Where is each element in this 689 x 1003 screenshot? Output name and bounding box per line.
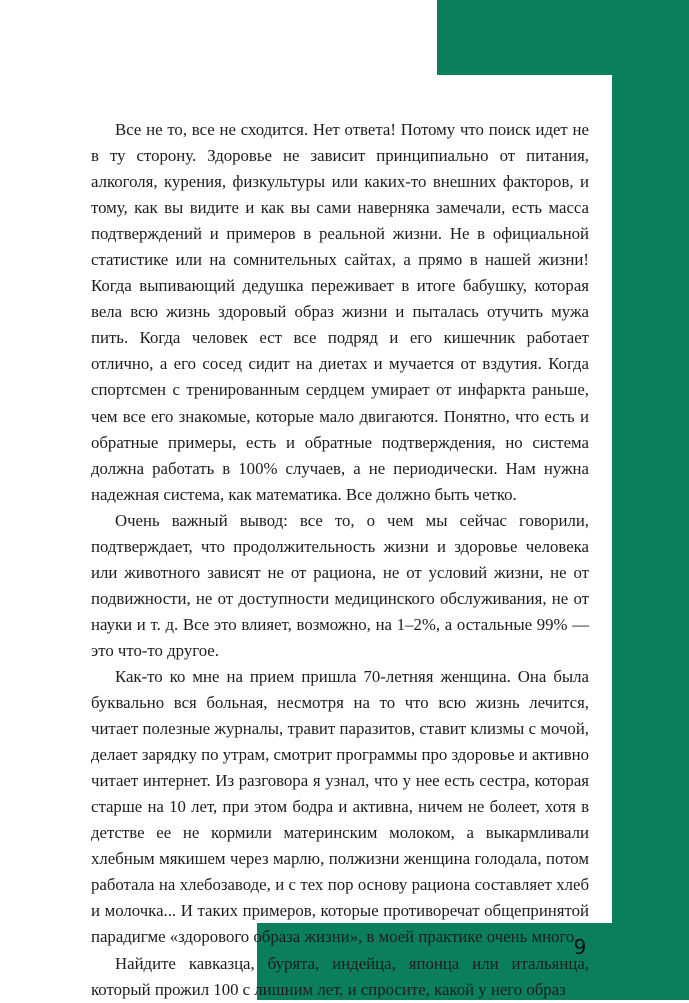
page-number: 9 [573,935,587,959]
decorative-band-top [437,0,689,75]
paragraph: Очень важный вывод: все то, о чем мы сейчас говорили, подтверждает, что продолжительность жизни и здоровье человека или животного зависят не от рациона, не от условий жизни, не от подвижности, не от доступности медицинского обслуживания, не от науки и т. д. Все это влияет, возможно, на 1–2%, а остальные 99% — это что-то другое. [91,510,589,660]
decorative-band-right [612,75,689,1000]
paragraph: Как-то ко мне на прием пришла 70-летняя женщина. Она была буквально вся больная, несмотря на то что всю жизнь лечится, читает полезные журналы, травит паразитов, ставит клизмы с мочой, делает зарядку по утрам, смотрит программы про здоровье и активно читает интернет. Из разговора я узнал, что у нее есть сестра, которая старше на 10 лет, при этом бодра и активна, ничем не болеет, хотя в детстве ее не кормили материнским молоком, а выкармливали хлебным мякишем через марлю, полжизни женщина голодала, потом работала на хлебозаводе, и с тех пор основу рациона составляет хлеб и молочка... И таких примеров, которые противоречат общепринятой парадигме «здорового образа жизни», в моей практике очень много. [91,666,589,947]
paragraph: Все не то, все не сходится. Нет ответа! Потому что поиск идет не в ту сторону. Здоровье не зависит принципиально от питания, алкоголя, курения, физкультуры или каких-то внешних факторов, и тому, как вы видите и как вы сами наверняка замечали, есть масса подтверждений и примеров в реальной жизни. Не в официальной статистике или на сомнительных сайтах, а прямо в нашей жизни! Когда выпивающий дедушка переживает в итоге бабушку, которая вела всю жизнь здоровый образ жизни и пыталась отучить мужа пить. Когда человек ест все подряд и его кишечник работает отлично, а его сосед сидит на диетах и мучается от вздутия. Когда спортсмен с тренированным сердцем умирает от инфаркта раньше, чем все его знакомые, которые мало двигаются. Понятно, что есть и обратные примеры, есть и обратные подтверждения, но система должна работать в 100% случаев, а не периодически. Нам нужна надежная система, как математика. Все должно быть четко. [91,120,589,504]
paragraph: Найдите кавказца, бурята, индейца, японца или итальянца, который прожил 100 с лишним лет, и спросите, какой у него образ [91,953,589,999]
body-text [91,117,589,1003]
